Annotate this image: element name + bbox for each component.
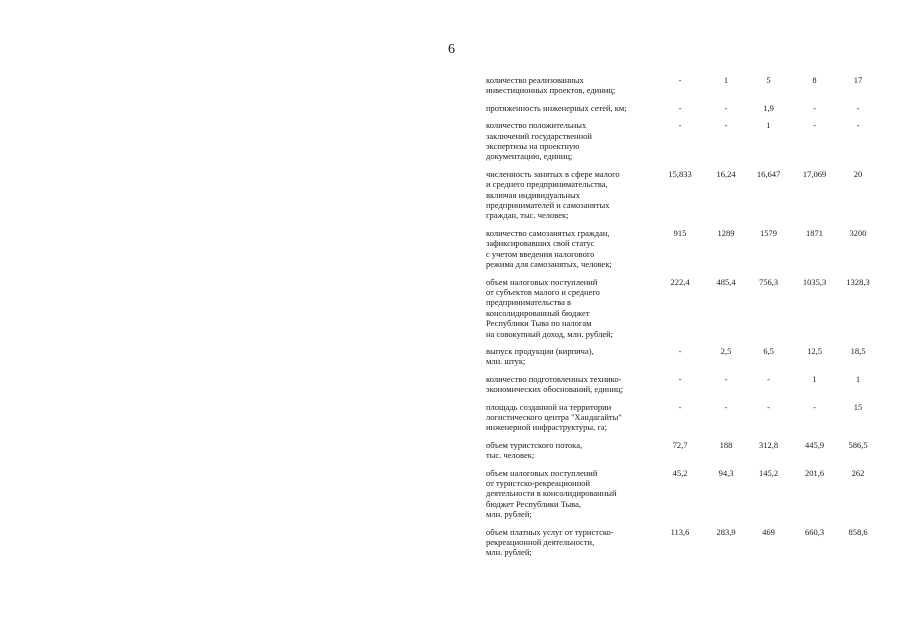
table-row xyxy=(486,346,878,374)
value-cell: - xyxy=(678,102,682,113)
value-cell: 1035,3 xyxy=(802,276,827,287)
value-cell: - xyxy=(813,120,816,131)
indicators-table xyxy=(486,75,878,565)
value-cell: - xyxy=(724,120,728,131)
value-cell: 1289 xyxy=(717,227,735,238)
value-cell: 45,2 xyxy=(672,467,688,478)
page-number: 6 xyxy=(448,42,455,57)
value-cell: 15 xyxy=(853,401,863,412)
table-row xyxy=(486,120,878,169)
value-cell: - xyxy=(724,373,728,384)
value-cell: - xyxy=(767,401,770,412)
value-cell: 3200 xyxy=(849,227,867,238)
value-cell: 18,5 xyxy=(850,345,866,356)
indicator-label: количество реализованных инвестиционных проектов, единиц; xyxy=(486,75,616,96)
value-cell: - xyxy=(724,102,728,113)
value-cell: 1 xyxy=(855,373,861,384)
table-row xyxy=(486,440,878,468)
value-cell: 283,9 xyxy=(716,526,736,537)
value-cell: 222,4 xyxy=(670,276,690,287)
value-cell: 188 xyxy=(719,439,733,450)
value-cell: - xyxy=(678,373,682,384)
value-cell: 8 xyxy=(812,75,817,85)
value-cell: - xyxy=(856,120,860,131)
value-cell: 1328,3 xyxy=(846,276,870,287)
value-cell: 1 xyxy=(766,120,771,131)
indicator-label: выпуск продукции (кирпича), млн. штук; xyxy=(486,345,594,367)
value-cell: 145,2 xyxy=(758,467,779,478)
table-row xyxy=(486,103,878,120)
value-cell: 12,5 xyxy=(807,345,822,356)
value-cell: 1 xyxy=(723,75,729,85)
indicator-label: объем налоговых поступлений от субъектов малого и среднего предпринимательства в консолидированный бюджет Республики Тыва по налогам на совокупный доход, млн. рублей; xyxy=(486,276,614,339)
value-cell: 6,5 xyxy=(763,345,774,356)
value-cell: 1579 xyxy=(760,227,777,238)
table-row xyxy=(486,75,878,103)
value-cell: - xyxy=(678,120,682,131)
value-cell: 756,3 xyxy=(758,276,779,287)
value-cell: 20 xyxy=(853,168,863,179)
value-cell: - xyxy=(813,401,816,412)
value-cell: 445,9 xyxy=(804,439,825,450)
table-row xyxy=(486,169,878,228)
value-cell: 1 xyxy=(812,373,817,384)
indicator-label: объем платных услуг от туристско- рекреационной деятельности, млн. рублей; xyxy=(486,526,614,558)
value-cell: 201,6 xyxy=(804,467,825,478)
table-row xyxy=(486,527,878,565)
value-cell: 915 xyxy=(673,227,687,238)
value-cell: 94,3 xyxy=(718,467,734,478)
indicator-label: численность занятых в сфере малого и среднего предпринимательства, включая индивидуальных предпринимателей и самозанятых граждан, тыс. человек; xyxy=(486,168,620,221)
value-cell: 15,833 xyxy=(668,168,692,179)
value-cell: 2,5 xyxy=(720,345,732,356)
value-cell: 72,7 xyxy=(672,439,688,450)
value-cell: - xyxy=(678,401,682,412)
value-cell: 1871 xyxy=(806,227,823,238)
value-cell: 312,8 xyxy=(758,439,779,450)
value-cell: 17 xyxy=(853,75,863,85)
indicator-label: объем налоговых поступлений от туристско-рекреационной деятельности в консолидированный бюджет Республики Тыва, млн. рублей; xyxy=(486,467,617,520)
indicator-label: количество подготовленных технико- экономических обоснований, единиц; xyxy=(486,373,623,395)
value-cell: - xyxy=(724,401,728,412)
value-cell: 586,5 xyxy=(848,439,868,450)
value-cell: 1,9 xyxy=(763,102,774,113)
value-cell: 16,24 xyxy=(716,168,736,179)
table-row xyxy=(486,402,878,440)
value-cell: 469 xyxy=(762,526,775,537)
table-row xyxy=(486,374,878,402)
value-cell: 16,647 xyxy=(756,168,781,179)
value-cell: - xyxy=(813,102,816,113)
table-row xyxy=(486,468,878,527)
value-cell: 858,6 xyxy=(848,526,868,537)
indicator-label: объем туристского потока, тыс. человек; xyxy=(486,439,583,461)
indicator-label: протяженность инженерных сетей, км; xyxy=(486,102,627,113)
value-cell: 262 xyxy=(851,467,865,478)
table-row xyxy=(486,228,878,277)
indicator-label: количество самозанятых граждан, зафиксировавших свой статус с учетом введения налогового режима для самозанятых, человек; xyxy=(486,227,612,270)
value-cell: - xyxy=(767,373,770,384)
indicator-label: количество положительных заключений государственной экспертизы на проектную документацию, единиц; xyxy=(486,120,592,162)
table-row xyxy=(486,277,878,346)
value-cell: 17,069 xyxy=(802,168,827,179)
value-cell: - xyxy=(856,102,860,113)
value-cell: - xyxy=(678,345,682,356)
value-cell: 5 xyxy=(766,75,771,85)
value-cell: 660,3 xyxy=(804,526,825,537)
indicator-label: площадь созданной на территории логистического центра "Хандагайты" инженерной инфраструктуры, га; xyxy=(486,401,622,433)
value-cell: 113,6 xyxy=(670,526,690,537)
value-cell: 485,4 xyxy=(716,276,736,287)
value-cell: - xyxy=(678,75,682,85)
